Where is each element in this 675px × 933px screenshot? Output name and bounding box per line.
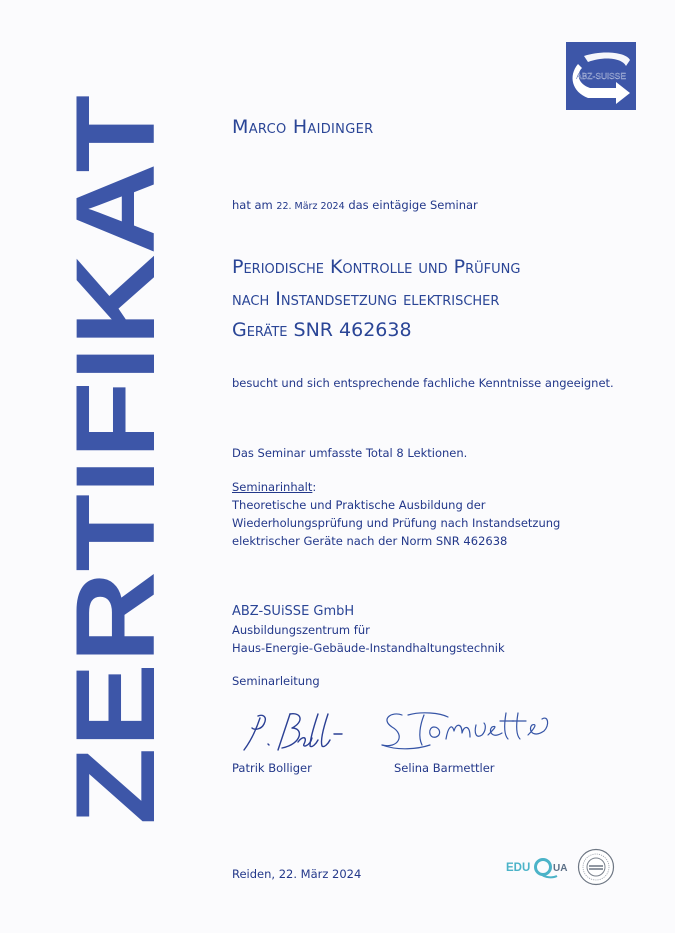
intro-date: 22. März 2024 [276, 201, 345, 212]
logo-text: ABZ-SUiSSE [575, 71, 627, 81]
intro-line [232, 198, 478, 212]
seminar-content-line-1: Theoretische und Praktische Ausbildung der [232, 498, 486, 512]
signer-2-name: Selina Barmettler [394, 761, 495, 775]
intro-before: hat am [232, 198, 273, 212]
signer-1-name: Patrik Bolliger [232, 761, 312, 775]
seminar-content [232, 478, 560, 550]
attended-text: besucht und sich entsprechende fachliche Kenntnisse angeeignet. [232, 376, 614, 390]
organization-block [232, 603, 505, 657]
eduqua-q-icon [536, 860, 551, 875]
course-title-line-1: Periodische Kontrolle und Prüfung [232, 256, 521, 278]
signature-patrik-bolliger [238, 706, 348, 756]
eduqua-edu-text: EDU [506, 862, 531, 874]
seminar-content-colon: : [312, 480, 317, 494]
abz-suisse-logo-icon [566, 42, 636, 110]
certification-seal-icon [577, 848, 615, 886]
course-title-line-3: Geräte SNR 462638 [232, 319, 412, 341]
intro-after: das eintägige Seminar [348, 198, 478, 212]
signature-selina-barmettler [378, 705, 553, 757]
eduqua-logo [505, 852, 573, 882]
organization-line-2: Haus-Energie-Gebäude-Instandhaltungstechnik [232, 641, 505, 655]
total-lessons-text: Das Seminar umfasste Total 8 Lektionen. [232, 446, 468, 460]
place-date: Reiden, 22. März 2024 [232, 867, 362, 881]
seminar-leadership-label: Seminarleitung [232, 674, 320, 688]
organization-name: ABZ-SUiSSE GmbH [232, 604, 355, 619]
seminar-content-label: Seminarinhalt [232, 480, 313, 494]
seminar-content-heading [232, 478, 560, 496]
organization-line-1: Ausbildungszentrum für [232, 623, 370, 637]
course-title [232, 252, 520, 347]
course-title-line-2: nach Instandsetzung elektrischer [232, 287, 500, 310]
seminar-content-line-3: elektrischer Geräte nach der Norm SNR 462638 [232, 534, 508, 548]
big-title-text: ZERTIFIKAT [53, 180, 178, 825]
recipient-name: Marco Haidinger [232, 116, 374, 138]
seminar-content-line-2: Wiederholungsprüfung und Prüfung nach Instandsetzung [232, 516, 561, 530]
eduqua-ua-text: UA [553, 863, 568, 874]
certificate-title-vertical [53, 95, 178, 825]
